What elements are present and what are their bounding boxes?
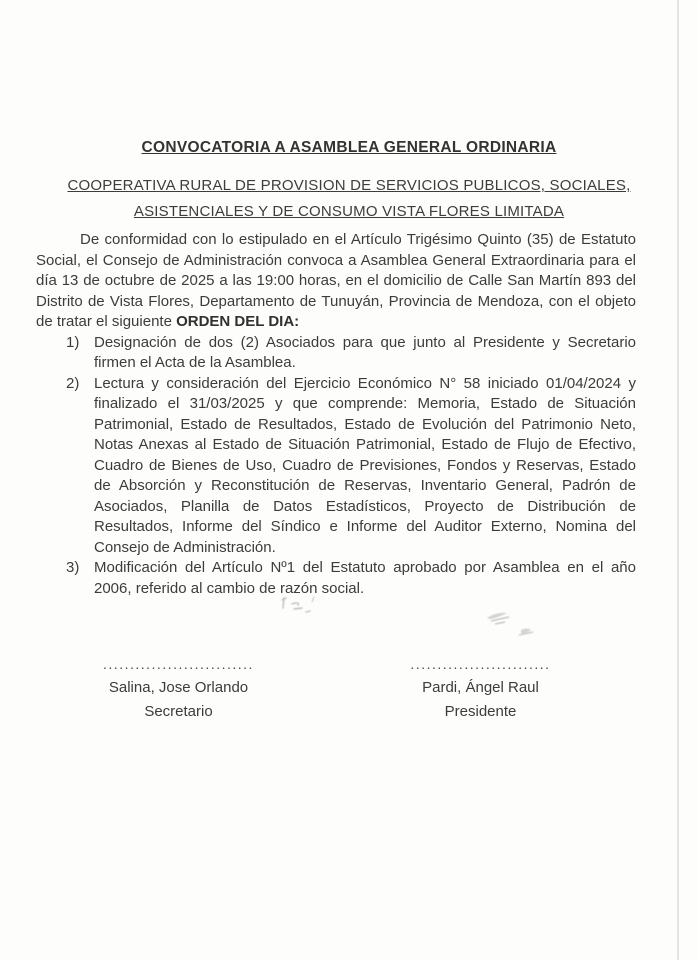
agenda-list (36, 333, 636, 600)
agenda-item-3 (36, 558, 636, 599)
secretary-name: Salina, Jose Orlando (108, 679, 249, 696)
intro-paragraph (36, 230, 636, 333)
signature-line-secretary: ............................ (103, 656, 254, 672)
signature-block-president (378, 656, 583, 720)
subtitle-line-2: ASISTENCIALES Y DE CONSUMO VISTA FLORES LIMITADA (133, 203, 565, 220)
agenda-item-1-text: Designación de dos (2) Asociados para que junto al Presidente y Secretario firmen el Acta de la Asamblea. (94, 333, 636, 371)
document-subtitle (0, 173, 698, 225)
subtitle-line-1: COOPERATIVA RURAL DE PROVISION DE SERVICIOS PUBLICOS, SOCIALES, (67, 177, 631, 194)
agenda-item-1-number: 1) (66, 333, 80, 351)
document-body (36, 230, 636, 599)
president-role: Presidente (444, 703, 517, 720)
ink-smudge-left (276, 596, 318, 630)
intro-text: De conformidad con lo estipulado en el Artículo Trigésimo Quinto (35) de Estatuto Social, el Consejo de Administración convoca a Asamblea General Extraordinaria para el día 13 de octubre de 2025 a las 19:00 horas, en el domicilio de Calle San Martín 893 del Distrito de Vista Flores, Departamento de Tunuyán, Provincia de Mendoza, con el objeto de tratar el siguiente (36, 231, 636, 330)
agenda-item-2-number: 2) (66, 374, 80, 392)
document-title: CONVOCATORIA A ASAMBLEA GENERAL ORDINARIA (141, 139, 557, 156)
ink-smudge-right (483, 604, 541, 644)
agenda-item-3-number: 3) (66, 559, 80, 576)
agenda-item-2 (36, 374, 636, 559)
agenda-item-1 (36, 333, 636, 374)
president-name: Pardi, Ángel Raul (422, 679, 539, 696)
agenda-item-3-text: Modificación del Artículo Nº1 del Estatuto aprobado por Asamblea en el año 2006, referido al cambio de razón social. (94, 559, 636, 597)
signature-line-president: .......................... (410, 656, 551, 672)
signature-block-secretary (66, 656, 291, 720)
agenda-item-2-text: Lectura y consideración del Ejercicio Económico N° 58 iniciado 01/04/2024 y finalizado el 31/03/2025 y que comprende: Memoria, Estado de Situación Patrimonial, Estado de Resultados, Estado de Evolución del Patrimonio Neto, Notas Anexas al Estado de Situación Patrimonial, Estado de Flujo de Efectivo, Cuadro de Bienes de Uso, Cuadro de Previsiones, Fondos y Reservas, Estado de Absorción y Reconstitución de Reservas, Inventario General, Padrón de Asociados, Planilla de Datos Estadísticos, Proyecto de Distribución de Resultados, Informe del Síndico e Informe del Auditor Externo, Nomina del Consejo de Administración. (94, 374, 636, 556)
orden-del-dia-bold: ORDEN DEL DIA: (176, 313, 300, 330)
secretary-role: Secretario (144, 703, 213, 720)
